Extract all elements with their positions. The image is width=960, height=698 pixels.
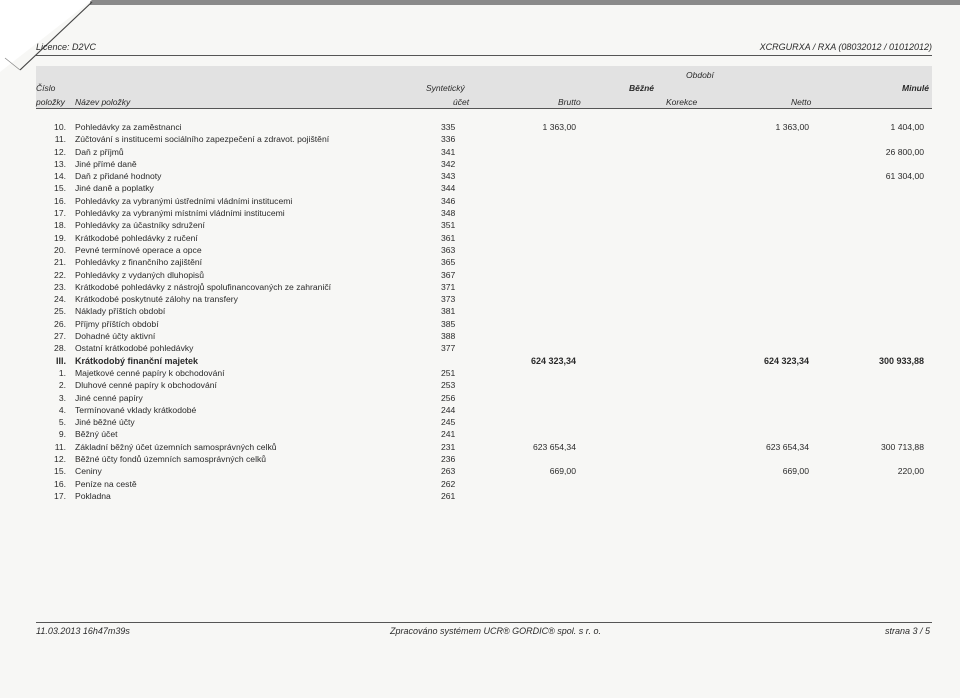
row-name: Příjmy příštích období (75, 318, 159, 329)
row-account: 236 (441, 454, 456, 465)
row-account: 348 (441, 208, 456, 219)
scan-edge (90, 0, 960, 5)
table-row (36, 404, 932, 416)
header-rule (36, 55, 932, 56)
table-row (36, 207, 932, 219)
row-name: Základní běžný účet územních samosprávných celků (75, 441, 277, 452)
row-number: 18. (54, 220, 66, 231)
row-account: 344 (441, 183, 456, 194)
row-account: 385 (441, 318, 456, 329)
row-number: 21. (54, 257, 66, 268)
row-account: 342 (441, 158, 456, 169)
table-row (36, 465, 932, 477)
row-account: 346 (441, 195, 456, 206)
table-row (36, 146, 932, 158)
table-row (36, 330, 932, 342)
table-row (36, 219, 932, 231)
table-row (36, 379, 932, 391)
row-account: 241 (441, 429, 456, 440)
row-name: Pokladna (75, 490, 111, 501)
row-number: 12. (54, 454, 66, 465)
row-number: 2. (58, 380, 66, 391)
row-name: Pohledávky za zaměstnanci (75, 122, 182, 132)
row-number: 22. (54, 269, 66, 280)
row-number: 24. (54, 294, 66, 305)
row-previous: 300 933,88 (878, 355, 924, 366)
table-row (36, 293, 932, 305)
row-account: 363 (441, 244, 456, 255)
table-row (36, 232, 932, 244)
col-cislo: Číslo (36, 83, 56, 93)
row-number: 19. (54, 232, 66, 243)
row-number: 1. (58, 367, 66, 378)
row-number: III. (55, 355, 66, 366)
table-row (36, 170, 932, 182)
row-number: 17. (54, 490, 66, 501)
row-number: 12. (54, 146, 66, 157)
row-previous: 300 713,88 (880, 441, 924, 452)
row-name: Pohledávky z finančního zajištění (75, 257, 203, 268)
row-netto: 623 654,34 (765, 441, 809, 452)
licence-label: Licence: D2VC (36, 42, 97, 52)
row-name: Ceniny (75, 466, 102, 477)
row-brutto: 1 363,00 (542, 122, 576, 132)
table-row (36, 367, 932, 379)
footer-page: strana 3 / 5 (884, 626, 930, 636)
row-netto: 669,00 (782, 466, 809, 477)
row-account: 262 (441, 478, 456, 489)
row-number: 13. (54, 158, 66, 169)
table-row (36, 441, 932, 453)
row-name: Ostatní krátkodobé pohledávky (75, 343, 194, 354)
col-netto: Netto (791, 97, 812, 107)
row-previous: 26 800,00 (885, 146, 924, 157)
row-account: 336 (441, 134, 456, 145)
row-number: 3. (58, 392, 66, 403)
row-number: 14. (54, 171, 66, 182)
table-row (36, 342, 932, 354)
row-account: 343 (441, 171, 456, 182)
row-number: 20. (54, 244, 66, 255)
row-netto: 1 363,00 (775, 122, 809, 132)
row-number: 16. (54, 478, 66, 489)
row-number: 4. (58, 404, 66, 415)
row-number: 15. (54, 466, 66, 477)
row-number: 28. (54, 343, 66, 354)
row-account: 361 (441, 232, 456, 243)
row-brutto: 669,00 (549, 466, 576, 477)
row-account: 245 (441, 417, 456, 428)
table-row (36, 256, 932, 268)
row-number: 10. (54, 122, 66, 132)
row-account: 261 (441, 490, 456, 501)
row-account: 263 (441, 466, 456, 477)
col-brutto: Brutto (558, 97, 581, 107)
row-name: Dohadné účty aktivní (75, 331, 156, 342)
table-row (36, 478, 932, 490)
table-row (36, 428, 932, 440)
row-number: 15. (54, 183, 66, 194)
row-netto: 624 323,34 (763, 355, 809, 366)
row-name: Peníze na cestě (75, 478, 137, 489)
col-polozky: položky (36, 97, 65, 107)
table-header (36, 66, 932, 108)
footer-timestamp: 11.03.2013 16h47m39s (36, 626, 130, 636)
row-account: 388 (441, 331, 456, 342)
row-number: 11. (54, 134, 66, 145)
row-account: 377 (441, 343, 456, 354)
row-previous: 220,00 (897, 466, 924, 477)
row-name: Termínované vklady krátkodobé (75, 404, 197, 415)
col-bezne: Běžné (629, 83, 655, 93)
row-account: 244 (441, 404, 456, 415)
row-brutto: 623 654,34 (532, 441, 576, 452)
table-row (36, 392, 932, 404)
table-row (36, 121, 932, 133)
footer-rule (36, 622, 932, 623)
row-name: Jiné běžné účty (75, 417, 135, 428)
col-minule: Minulé (902, 83, 929, 93)
row-number: 11. (54, 441, 66, 452)
row-name: Pevné termínové operace a opce (75, 244, 202, 255)
row-name: Dluhové cenné papíry k obchodování (75, 380, 217, 391)
row-name: Daň z přidané hodnoty (75, 171, 162, 182)
row-number: 17. (54, 208, 66, 219)
table-row (36, 305, 932, 317)
row-name: Krátkodobé poskytnuté zálohy na transfery (75, 294, 238, 305)
row-name: Majetkové cenné papíry k obchodování (75, 367, 225, 378)
row-brutto: 624 323,34 (530, 355, 576, 366)
row-account: 231 (441, 441, 456, 452)
row-name: Jiné daně a poplatky (75, 183, 154, 194)
row-account: 371 (441, 281, 456, 292)
col-nazev: Název položky (75, 97, 131, 107)
table-header-rule (36, 108, 932, 109)
section-row (36, 355, 932, 367)
row-name: Pohledávky za účastníky sdružení (75, 220, 205, 231)
row-name: Pohledávky za vybranými místními vládními institucemi (75, 208, 285, 219)
row-name: Krátkodobé pohledávky z nástrojů spolufinancovaných ze zahraničí (75, 281, 332, 292)
row-account: 373 (441, 294, 456, 305)
balance-rows (36, 121, 932, 502)
row-account: 365 (441, 257, 456, 268)
row-previous: 1 404,00 (890, 122, 924, 132)
row-number: 26. (54, 318, 66, 329)
table-row (36, 195, 932, 207)
row-number: 9. (58, 429, 66, 440)
row-name: Daň z příjmů (75, 146, 124, 157)
table-row (36, 281, 932, 293)
row-number: 25. (54, 306, 66, 317)
row-account: 253 (441, 380, 456, 391)
table-row (36, 244, 932, 256)
row-name: Pohledávky z vydaných dluhopisů (75, 269, 204, 280)
row-name: Krátkodobé pohledávky z ručení (75, 232, 198, 243)
table-row (36, 416, 932, 428)
row-account: 335 (441, 122, 456, 132)
row-previous: 61 304,00 (885, 171, 924, 182)
table-row (36, 133, 932, 145)
table-row (36, 318, 932, 330)
row-account: 381 (441, 306, 456, 317)
row-name: Pohledávky za vybranými ústředními vládními institucemi (75, 195, 293, 206)
row-name: Krátkodobý finanční majetek (75, 355, 199, 366)
report-code: XCRGURXA / RXA (08032012 / 01012012) (759, 42, 932, 52)
row-name: Běžný účet (75, 429, 118, 440)
row-name: Jiné cenné papíry (75, 392, 143, 403)
table-row (36, 182, 932, 194)
row-name: Zúčtování s institucemi sociálního zapezpečení a zdravot. pojištění (75, 134, 330, 145)
col-korekce: Korekce (666, 97, 698, 107)
row-account: 256 (441, 392, 456, 403)
table-row (36, 269, 932, 281)
row-number: 5. (58, 417, 66, 428)
row-name: Běžné účty fondů územních samosprávných celků (75, 454, 267, 465)
col-synteticky: Syntetický (426, 83, 465, 93)
row-number: 23. (54, 281, 66, 292)
table-row (36, 453, 932, 465)
row-name: Jiné přímé daně (75, 158, 137, 169)
row-account: 251 (441, 367, 456, 378)
row-name: Náklady příštích období (75, 306, 166, 317)
footer-processed: Zpracováno systémem UCR® GORDIC® spol. s r. o. (390, 626, 601, 636)
col-ucet: účet (453, 97, 470, 107)
row-account: 351 (441, 220, 456, 231)
row-number: 16. (54, 195, 66, 206)
row-account: 341 (441, 146, 456, 157)
table-row (36, 158, 932, 170)
row-account: 367 (441, 269, 456, 280)
table-row (36, 490, 932, 502)
col-obdobi: Období (686, 70, 714, 80)
row-number: 27. (54, 331, 66, 342)
